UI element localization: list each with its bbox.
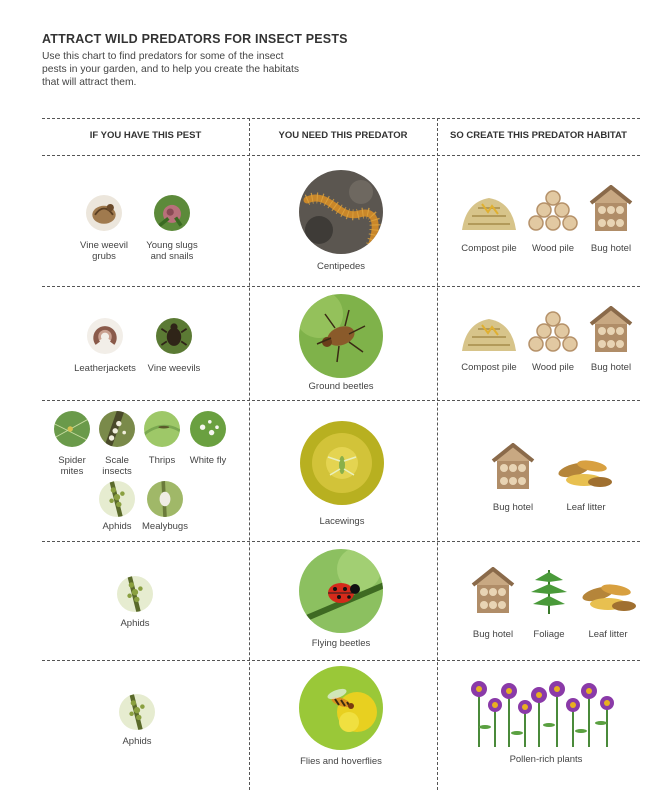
bug-hotel-icon	[589, 185, 633, 233]
aphids-photo	[99, 481, 135, 517]
predator-label: Lacewings	[319, 516, 365, 527]
habitat-label: Pollen-rich plants	[509, 754, 583, 765]
compost-pile-icon	[460, 194, 518, 232]
scale-insects-photo	[99, 411, 135, 447]
pest-label: Thrips	[148, 455, 176, 466]
mealybugs-photo	[147, 481, 183, 517]
vine-weevil-grubs-photo	[86, 195, 122, 231]
pest-label: Aphids	[122, 736, 152, 747]
column-divider	[437, 118, 438, 790]
leaf-litter-icon	[578, 576, 638, 616]
hoverflies-photo	[299, 666, 383, 750]
leaf-litter-icon	[554, 452, 614, 492]
habitat-label: Bug hotel	[472, 629, 514, 640]
foliage-icon	[526, 564, 572, 616]
intro-text: Use this chart to find predators for some of the insect pests in your garden, and to help you create the habitats that will attract them.	[42, 51, 300, 88]
page-title: ATTRACT WILD PREDATORS FOR INSECT PESTS	[42, 32, 348, 46]
aphids-photo	[117, 576, 153, 612]
divider	[42, 400, 640, 401]
header-predator: YOU NEED THIS PREDATOR	[278, 130, 408, 141]
bug-hotel-icon	[471, 567, 515, 615]
habitat-label: Foliage	[533, 629, 565, 640]
ground-beetles-photo	[299, 294, 383, 378]
pest-label: Aphids	[120, 618, 150, 629]
header-pest: IF YOU HAVE THIS PEST	[89, 130, 202, 141]
flying-beetles-photo	[299, 549, 383, 633]
spider-mites-photo	[54, 411, 90, 447]
predator-label: Centipedes	[316, 261, 366, 272]
habitat-label: Compost pile	[461, 243, 517, 254]
centipedes-photo	[299, 170, 383, 254]
pest-label: Scale insects	[102, 455, 132, 477]
habitat-label: Bug hotel	[492, 502, 534, 513]
habitat-label: Bug hotel	[590, 243, 632, 254]
divider	[42, 118, 640, 119]
aphids-photo	[119, 694, 155, 730]
pest-label: Leatherjackets	[74, 363, 136, 374]
divider	[42, 541, 640, 542]
habitat-label: Leaf litter	[588, 629, 628, 640]
leatherjackets-photo	[87, 318, 123, 354]
young-slugs-photo	[154, 195, 190, 231]
divider	[42, 660, 640, 661]
habitat-label: Wood pile	[531, 243, 575, 254]
predator-label: Flies and hoverflies	[300, 756, 382, 767]
bug-hotel-icon	[589, 306, 633, 354]
pollen-rich-plants-icon	[469, 677, 619, 747]
pest-label: Vine weevil grubs	[80, 240, 128, 262]
vine-weevils-photo	[156, 318, 192, 354]
wood-pile-icon	[528, 190, 578, 232]
white-fly-photo	[190, 411, 226, 447]
pest-label: Spider mites	[58, 455, 86, 477]
predator-label: Ground beetles	[308, 381, 374, 392]
habitat-label: Bug hotel	[590, 362, 632, 373]
habitat-label: Compost pile	[461, 362, 517, 373]
wood-pile-icon	[528, 311, 578, 353]
predator-label: Flying beetles	[311, 638, 371, 649]
pest-label: Young slugs and snails	[146, 240, 198, 262]
pest-label: Mealybugs	[142, 521, 188, 532]
divider	[42, 155, 640, 156]
lacewings-photo	[300, 421, 384, 505]
bug-hotel-icon	[491, 443, 535, 491]
column-divider	[249, 118, 250, 790]
habitat-label: Wood pile	[531, 362, 575, 373]
header-habitat: SO CREATE THIS PREDATOR HABITAT	[450, 130, 627, 141]
pest-label: White fly	[189, 455, 227, 466]
pest-label: Aphids	[102, 521, 132, 532]
habitat-label: Leaf litter	[566, 502, 606, 513]
compost-pile-icon	[460, 315, 518, 353]
thrips-photo	[144, 411, 180, 447]
divider	[42, 286, 640, 287]
pest-label: Vine weevils	[147, 363, 201, 374]
